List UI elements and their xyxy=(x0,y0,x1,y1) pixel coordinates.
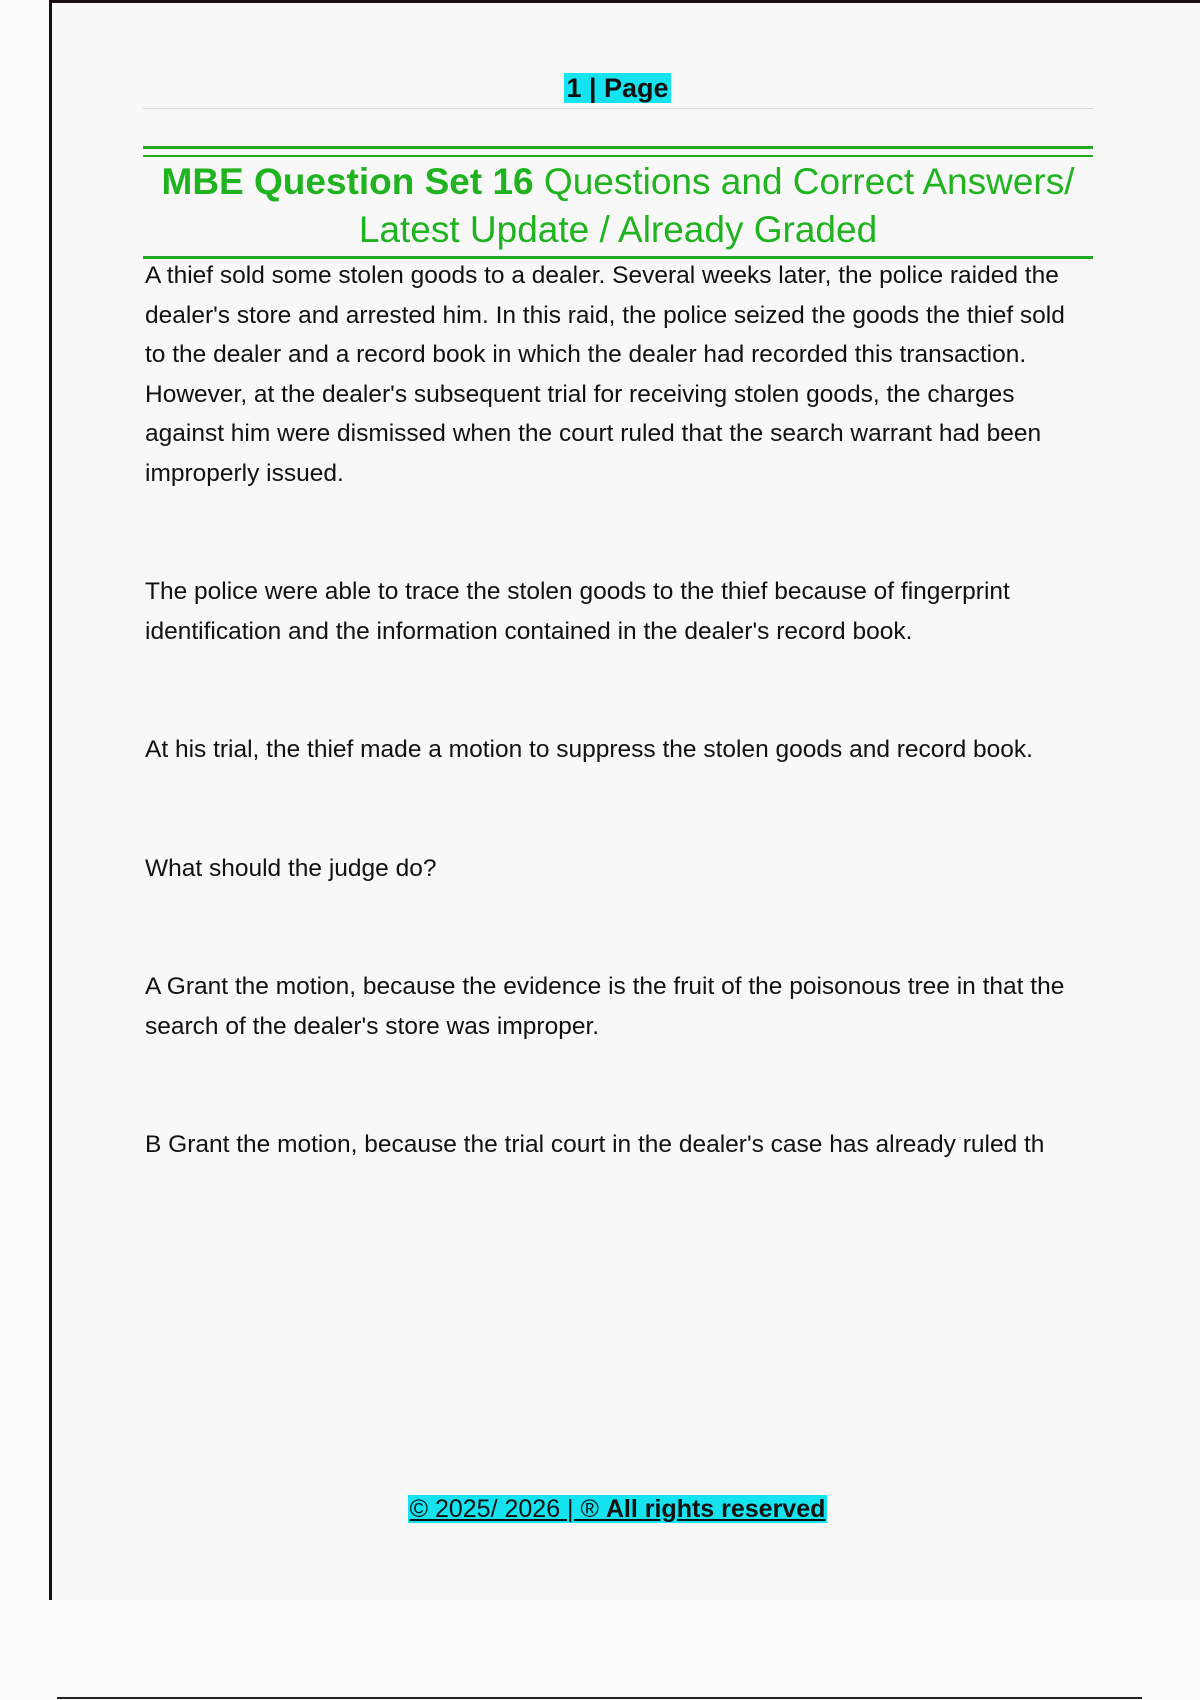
copyright-rights: All rights reserved xyxy=(605,1495,826,1523)
document-title-rest: Questions and Correct Answers/ Latest Update / Already Graded xyxy=(358,161,1075,250)
title-top-rule-thin xyxy=(143,155,1093,157)
question-paragraph: The police were able to trace the stolen goods to the thief because of fingerprint identification and the information contained in the dealer's record book. xyxy=(145,578,1010,645)
question-prompt: What should the judge do? xyxy=(145,854,437,882)
question-paragraph: At his trial, the thief made a motion to suppress the stolen goods and record book. xyxy=(145,736,1033,763)
header-divider xyxy=(143,108,1093,109)
document-title xyxy=(143,158,1093,254)
answer-option-a: A Grant the motion, because the evidence is the fruit of the poisonous tree in that the search of the dealer's store was improper. xyxy=(145,973,1065,1040)
page-number xyxy=(0,70,1200,106)
document-title-bold: MBE Question Set 16 xyxy=(161,161,534,202)
page-number-label: 1 | Page xyxy=(566,73,669,103)
copyright-highlight xyxy=(408,1495,828,1523)
copyright-years: © 2025/ 2026 | ® xyxy=(409,1495,606,1523)
bottom-divider xyxy=(57,1697,1142,1699)
title-top-rule xyxy=(143,146,1093,149)
question-body xyxy=(145,256,1090,1165)
question-paragraph: A thief sold some stolen goods to a dealer. Several weeks later, the police raided the dealer's store and arrested him. In this raid, the police seized the goods the thief sold to the dealer and a record book in which the dealer had recorded this transaction. However, at the dealer's subsequent trial for receiving stolen goods, the charges against him were dismissed when the court ruled that the search warrant had been improperly issued. xyxy=(145,262,1065,487)
copyright-notice xyxy=(0,1492,1200,1526)
answer-option-b: B Grant the motion, because the trial court in the dealer's case has already ruled th xyxy=(145,1131,1045,1158)
